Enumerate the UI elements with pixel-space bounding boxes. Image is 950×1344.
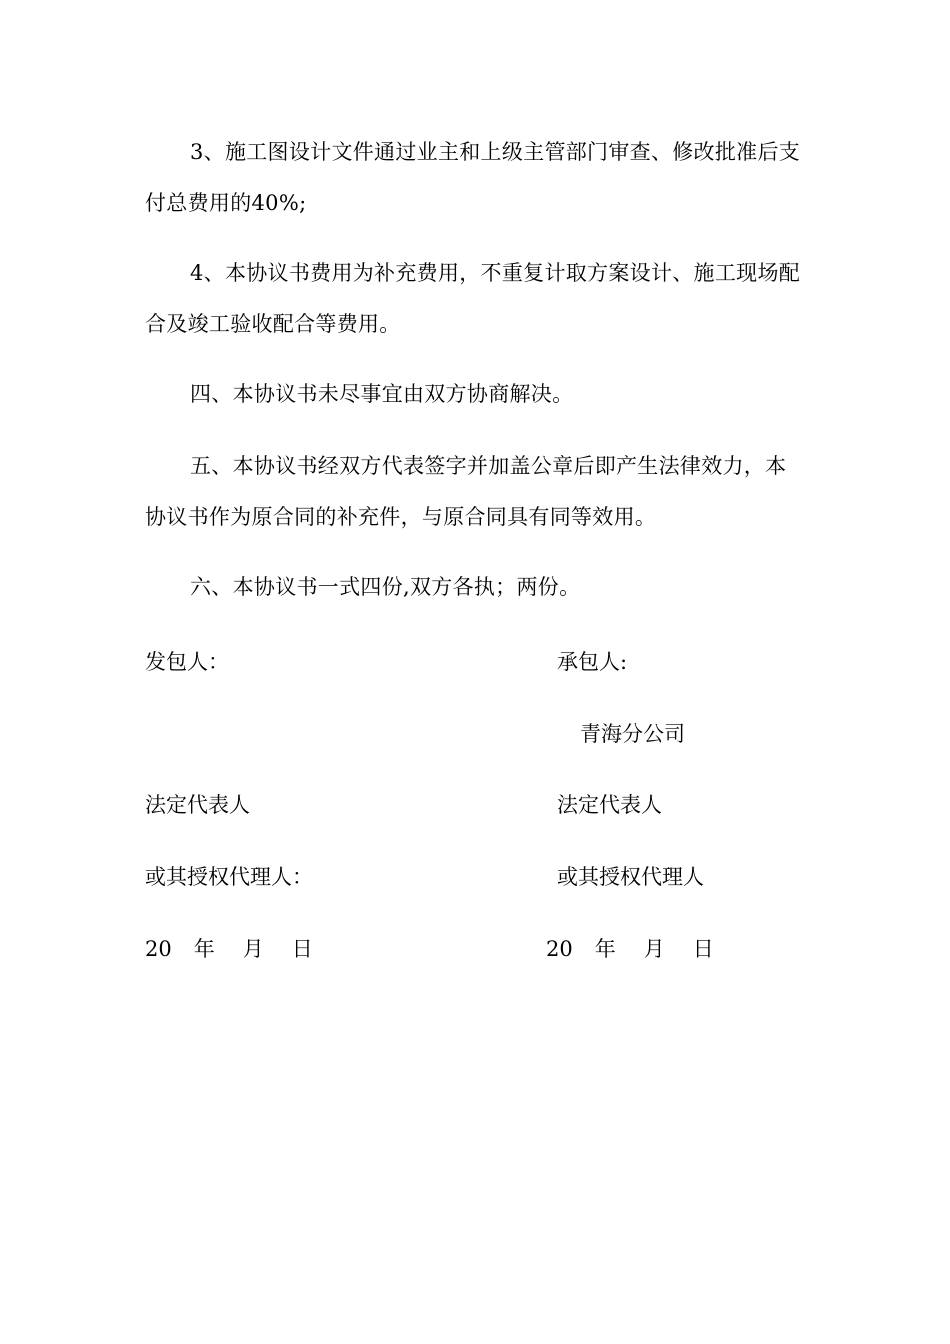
paragraph-payment-clause-3: 3、施工图设计文件通过业主和上级主管部门审查、修改批准后支付总费用的40%; xyxy=(145,140,801,215)
paragraph-fee-clause-4: 4、本协议书费用为补充费用，不重复计取方案设计、施工现场配合及竣工验收配合等费用。 xyxy=(145,261,801,336)
employer-date-year-prefix: 20 xyxy=(145,937,172,961)
contractor-date-day: 日 xyxy=(692,937,714,961)
employer-date-day: 日 xyxy=(291,937,313,961)
employer-label: 发包人： xyxy=(145,650,229,674)
employer-date xyxy=(145,934,313,964)
employer-date-month: 月 xyxy=(242,937,264,961)
paragraph-article-4: 四、本协议书未尽事宜由双方协商解决。 xyxy=(190,382,574,406)
employer-agent-label: 或其授权代理人： xyxy=(145,865,313,889)
paragraph-article-6: 六、本协议书一式四份,双方各执；两份。 xyxy=(190,575,581,599)
employer-legal-rep-label: 法定代表人 xyxy=(145,793,250,817)
contractor-date xyxy=(546,934,714,964)
employer-date-year: 年 xyxy=(193,937,215,961)
contractor-agent-label: 或其授权代理人 xyxy=(557,865,704,889)
contractor-date-year: 年 xyxy=(594,937,616,961)
contractor-date-year-prefix: 20 xyxy=(546,937,573,961)
paragraph-article-5: 五、本协议书经双方代表签字并加盖公章后即产生法律效力，本协议书作为原合同的补充件，与原合同具有同等效用。 xyxy=(145,454,787,529)
contractor-company-name: 青海分公司 xyxy=(580,722,685,746)
contractor-legal-rep-label: 法定代表人 xyxy=(557,793,662,817)
contractor-date-month: 月 xyxy=(643,937,665,961)
contractor-label: 承包人: xyxy=(557,650,628,674)
